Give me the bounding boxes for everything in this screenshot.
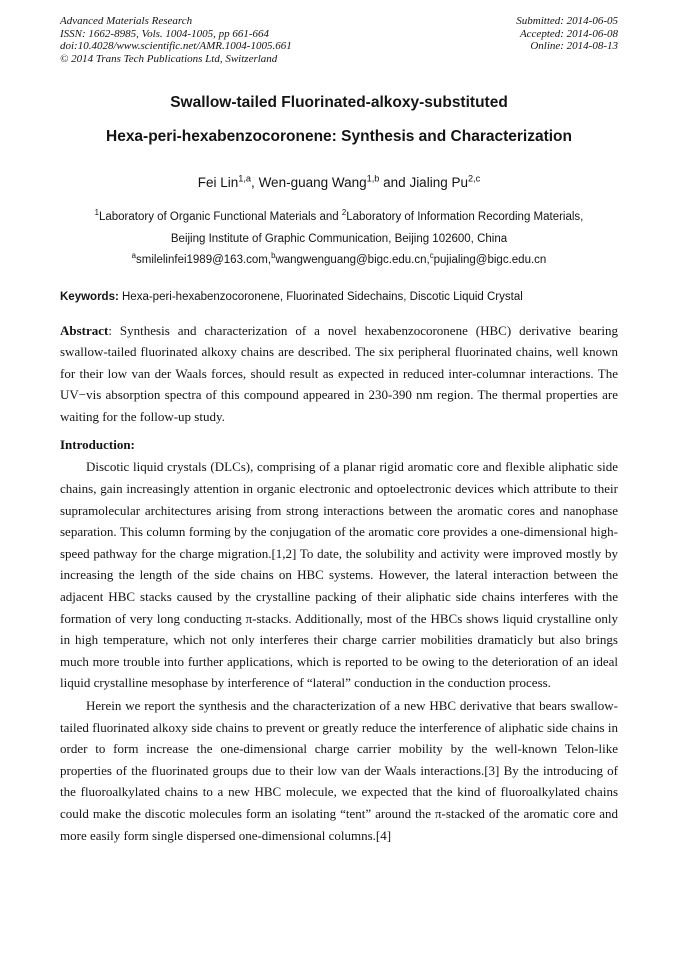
emails-line — [60, 250, 618, 272]
keywords-text: Hexa-peri-hexabenzocoronene, Fluorinated Sidechains, Discotic Liquid Crystal — [118, 290, 523, 303]
email-superscript-c: c — [429, 251, 434, 261]
author-separator-2: and — [379, 175, 410, 190]
journal-title: Advanced Materials Research — [60, 15, 193, 27]
affiliation-line2: Beijing Institute of Graphic Communication, Beijing 102600, China — [170, 232, 508, 245]
author-name-3: Jialing Pu — [409, 175, 468, 190]
email-address-c: pujialing@bigc.edu.cn — [433, 254, 547, 266]
introduction-paragraph-1: Discotic liquid crystals (DLCs), comprising of a planar rigid aromatic core and flexible aliphatic side chains, gain increasingly attention in organic electronic and optoelectronic devices which attribute to their supramolecular architectures arising from strong interactions between the aromatic cores and nanophase separation. This column forming by the conjugation of the aromatic core provides a one-dimensional high-speed pathway for the charge migration.[1,2] To date, the solubility and activity were improved mostly by increasing the length of the side chains on HBC systems. However, the lateral interaction between the adjacent HBC stacks caused by the crystalline packing of their aliphatic side chains interferes with the formation of very long conducting π-stacks. Additionally, most of the HBCs shows liquid crystalline only in high temperature, which not only interferes their charge carrier mobilities dramaticly but also brings much more trouble into further applications, which is reported to be owing to the deterioration of an ideal liquid crystalline mesophase by interference of “lateral” conduction in the conduction process. — [60, 459, 618, 691]
affiliation-line1 — [60, 207, 618, 229]
publication-header — [60, 15, 618, 65]
paper-title-line2: Hexa-peri-hexabenzocoronene: Synthesis and Characterization — [106, 128, 572, 145]
introduction-heading: Introduction: — [60, 437, 135, 453]
paper-title-line1: Swallow-tailed Fluorinated-alkoxy-substituted — [170, 94, 508, 111]
accepted-date: Accepted: 2014-06-08 — [519, 27, 618, 40]
abstract-text: : Synthesis and characterization of a novel hexabenzocoronene (HBC) derivative bearing swallow-tailed fluorinated alkoxy chains are described. The six peripheral fluorinated chains, well known for their low van der Waals forces, should result as expected in reduced inter-columnar interactions. The UV−vis absorption spectra of this compound appeared in 230-390 nm region. The thermal properties are waiting for the follow-up study. — [60, 322, 618, 424]
submitted-date: Submitted: 2014-06-05 — [516, 15, 618, 27]
authors-line — [60, 175, 618, 191]
keywords-line — [60, 289, 618, 305]
keywords-label: Keywords: — [60, 290, 119, 303]
abstract-label: Abstract — [60, 322, 109, 338]
copyright-line: © 2014 Trans Tech Publications Ltd, Switzerland — [60, 52, 278, 65]
affiliation-superscript-1: 1 — [94, 208, 99, 218]
affiliation-block — [60, 207, 618, 250]
affiliation-superscript-2: 2 — [341, 208, 347, 218]
email-superscript-a: a — [131, 251, 137, 261]
author-superscript-1: 1,a — [238, 173, 252, 184]
introduction-paragraph-2: Herein we report the synthesis and the characterization of a new HBC derivative that bears swallow-tailed fluorinated alkoxy side chains to prevent or greatly reduce the interference of aliphatic side chains in order to form increase the one-dimensional charge carrier mobility by the well-known Telon-like properties of the fluorinated groups due to their low van der Waals interactions.[3] By the introducing of the fluoroalkylated chains to a new HBC molecule, we expected that the kind of fluoroalkylated chains could make the discotic molecules form an isolating “tent” around the π-stacked of the aromatic core and more easily form single dispersed one-dimensional columns.[4] — [60, 698, 618, 843]
affiliation-part-2: Laboratory of Information Recording Materials, — [346, 211, 584, 223]
publication-info — [60, 15, 292, 65]
email-address-a: smilelinfei1989@163.com, — [136, 254, 272, 266]
doi-line: doi:10.4028/www.scientific.net/AMR.1004-1005.661 — [60, 40, 292, 52]
issn-line: ISSN: 1662-8985, Vols. 1004-1005, pp 661-664 — [60, 27, 269, 40]
affiliation-part-1: Laboratory of Organic Functional Materials and — [98, 211, 342, 223]
author-superscript-2: 1,b — [366, 173, 380, 184]
abstract-paragraph — [60, 320, 618, 428]
author-superscript-3: 2,c — [467, 173, 481, 184]
author-name-2: Wen-guang Wang — [258, 175, 367, 190]
email-superscript-b: b — [271, 251, 276, 261]
author-separator-1: , — [251, 175, 259, 190]
online-date: Online: 2014-08-13 — [530, 40, 618, 52]
submission-dates — [516, 15, 618, 65]
email-address-b: wangwenguang@bigc.edu.cn, — [275, 254, 430, 266]
author-name-1: Fei Lin — [197, 175, 239, 190]
